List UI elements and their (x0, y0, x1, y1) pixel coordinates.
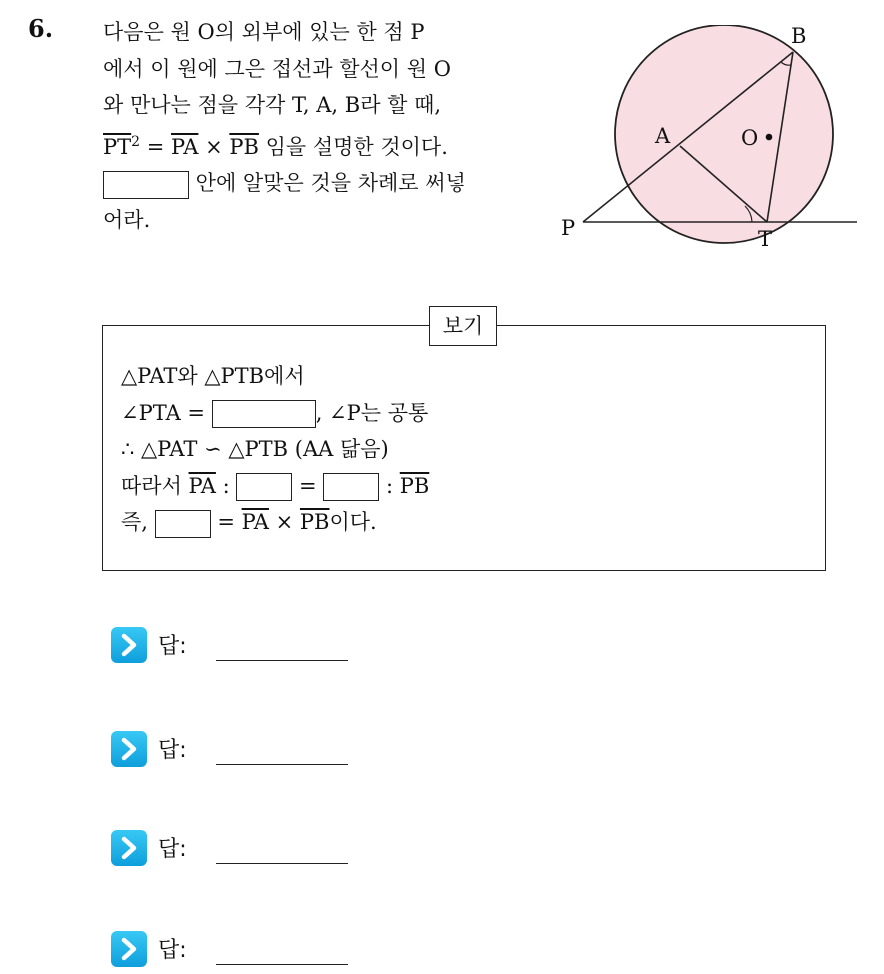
box-equals: = (292, 473, 324, 498)
box-line-2 (121, 395, 429, 432)
box-line-5-times: × (268, 510, 300, 534)
question-number: 6. (28, 14, 54, 43)
blank-ratio-1[interactable] (236, 473, 292, 501)
box-line-5-end: 이다. (329, 510, 377, 534)
segment-pa: $\overline{PA}$ (171, 134, 199, 159)
chevron-right-icon (111, 931, 147, 967)
answer-input-line[interactable] (216, 764, 348, 765)
chevron-right-icon (111, 731, 147, 767)
answer-input-line[interactable] (216, 660, 348, 661)
label-a: A (655, 124, 671, 148)
answer-label: 답: (158, 837, 187, 862)
example-box-content (121, 358, 429, 541)
box-line-4 (121, 468, 429, 505)
answer-input-line[interactable] (216, 863, 348, 864)
box-line-2-start: ∠PTA = (121, 400, 212, 425)
times: × (198, 134, 230, 159)
blank-angle[interactable] (212, 400, 316, 428)
box-line-5-pa: $\overline{PA}$ (241, 510, 269, 534)
circle-diagram (555, 25, 865, 260)
box-line-5-pb: $\overline{PB}$ (299, 510, 330, 534)
question-line-5 (103, 165, 533, 202)
box-line-5-start: 즉, (121, 510, 155, 534)
answer-label: 답: (158, 938, 187, 963)
label-t: T (758, 227, 773, 251)
question-line-2: 에서 이 원에 그은 접선과 할선이 원 O (103, 56, 451, 81)
label-p: P (561, 216, 576, 240)
circle-o (615, 25, 833, 243)
box-segment-pa: $\overline{PA}$ (188, 473, 216, 498)
answer-label: 답: (158, 738, 187, 763)
box-line-1: △PAT와 △PTB에서 (121, 364, 305, 388)
center-dot (766, 134, 773, 141)
box-colon-1: : (215, 473, 237, 498)
blank-result[interactable] (155, 510, 211, 538)
blank-ratio-2[interactable] (323, 473, 379, 501)
segment-pt: $\overline{PT}$ (103, 134, 132, 159)
segment-pb: $\overline{PB}$ (229, 134, 259, 159)
box-colon-2: : (379, 473, 400, 498)
box-line-5-equals: = (210, 510, 242, 534)
example-box-title: 보기 (429, 306, 497, 346)
question-line-6: 어라. (103, 207, 151, 232)
label-o: O (741, 126, 759, 150)
chevron-right-icon (111, 830, 147, 866)
label-b: B (791, 25, 807, 48)
box-line-2-end: , ∠P는 공통 (315, 400, 429, 425)
answer-label: 답: (158, 634, 187, 659)
chevron-right-icon (111, 627, 147, 663)
answer-input-line[interactable] (216, 964, 348, 965)
exponent: 2 (131, 133, 141, 150)
question-line-1: 다음은 원 O의 외부에 있는 한 점 P (103, 20, 425, 44)
question-line-4-rest: 임을 설명한 것이다. (258, 134, 448, 159)
blank-box-sample (103, 171, 189, 199)
equals: = (140, 134, 172, 159)
question-line-5-rest: 안에 알맞은 것을 차례로 써넣 (189, 171, 466, 195)
question-line-3: 와 만나는 점을 각각 T, A, B라 할 때, (103, 93, 442, 117)
box-line-3: ∴ △PAT ∽ △PTB (AA 닮음) (121, 437, 389, 461)
box-line-4-start: 따라서 (121, 473, 189, 498)
box-segment-pb: $\overline{PB}$ (399, 473, 430, 498)
geometry-figure (555, 25, 865, 260)
question-line-4 (103, 124, 533, 166)
question-text (103, 14, 533, 238)
box-line-5 (121, 504, 429, 541)
